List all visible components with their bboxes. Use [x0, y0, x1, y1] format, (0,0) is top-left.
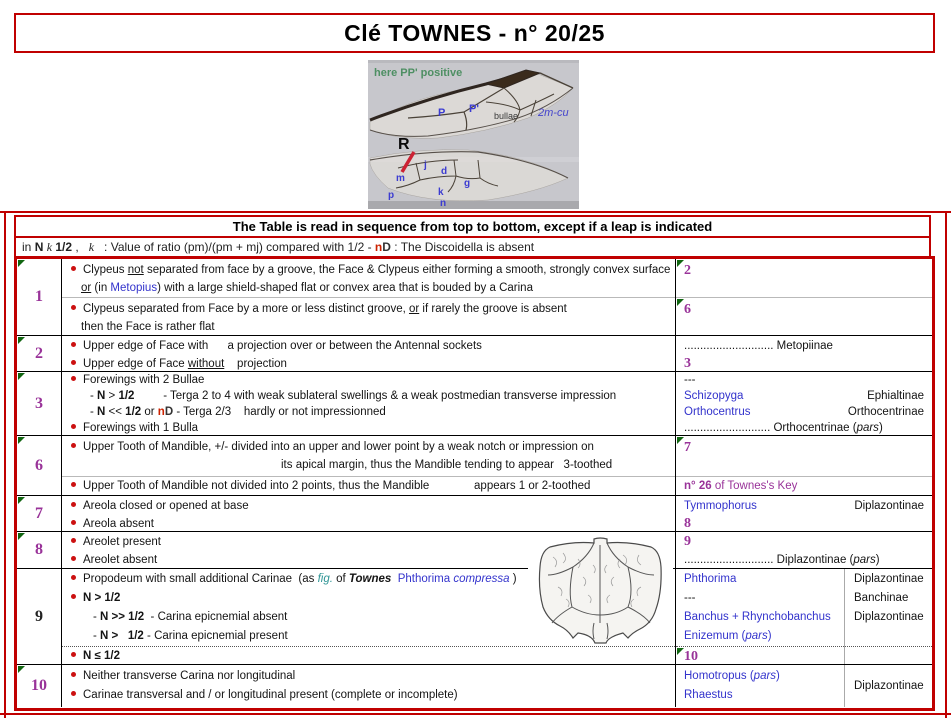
subfamily-result: ............................ Metopiinae [684, 340, 833, 352]
result-cell [676, 569, 932, 664]
legend-nD-D: D [382, 239, 391, 254]
result-line [676, 686, 844, 705]
result-a [676, 569, 844, 647]
goto-number [676, 355, 932, 373]
subfamily-result: Diplazontinae [854, 500, 924, 512]
cell-flag-icon [18, 373, 25, 380]
result-taxa-column [676, 569, 845, 664]
txt: ) [878, 422, 883, 434]
legend-frag: k [46, 239, 53, 254]
taxon-link[interactable]: Schizopyga [684, 390, 744, 402]
txt: Upper edge of Face with a projection over or between the Antennal sockets [83, 340, 482, 352]
result-cell [676, 336, 932, 371]
goto-value: 7 [684, 440, 691, 455]
taxon-link[interactable]: Phthorima [397, 573, 451, 585]
frame-line-left [4, 211, 6, 718]
option-line [62, 372, 675, 388]
bullet-icon [71, 575, 76, 580]
nD-D: D [164, 406, 174, 418]
txt: Areola closed or opened at base [83, 500, 249, 512]
option-line [62, 496, 675, 515]
couplet-number: 8 [35, 541, 43, 558]
result-line [676, 496, 932, 515]
couplet-number-cell [17, 496, 62, 531]
option-line [62, 279, 675, 297]
bullet-icon [71, 424, 76, 429]
option-line [62, 477, 675, 495]
txt: Forewings with 2 Bullae [83, 374, 205, 386]
option-a [62, 436, 675, 478]
legend-frag: : The Discoidella is absent [390, 239, 535, 254]
couplet-number-cell [17, 436, 62, 495]
legend-frag: : Value of ratio (pm)/(pm + mj) compared with 1/2 - [94, 239, 375, 254]
subfamily-result: Ephialtinae [867, 390, 924, 402]
txt: Forewings with 1 Bulla [83, 422, 199, 434]
result-b [676, 477, 932, 496]
key-row-9 [17, 569, 932, 665]
cell-flag-icon [18, 533, 25, 540]
txt: of [332, 573, 349, 585]
key-table [14, 256, 935, 711]
couplet-text-cell [62, 259, 676, 335]
couplet-number: 7 [35, 504, 43, 522]
label-m: m [396, 173, 405, 184]
bullet-icon [71, 672, 76, 677]
key-row-1 [17, 259, 932, 336]
txt: Upper Tooth of Mandible not divided into 2 points, thus the Mandible appears 1 or 2-toothed [83, 480, 591, 492]
bullet-icon [71, 360, 76, 365]
result-line [845, 589, 932, 608]
result-cell [676, 496, 932, 531]
couplet-number: 2 [35, 344, 43, 362]
couplet-text-cell [62, 496, 676, 531]
couplet-number-cell [17, 665, 62, 707]
result-b [676, 647, 844, 665]
wing-venation-figure [368, 60, 579, 209]
option-b [62, 477, 675, 496]
cell-flag-icon [18, 337, 25, 344]
goto-value: 6 [684, 302, 691, 317]
dotted-divider [676, 646, 932, 647]
bullet-icon [71, 266, 76, 271]
frame-line-top [0, 211, 951, 213]
option-b [62, 298, 675, 338]
couplet-text-cell [62, 372, 676, 435]
result-a [676, 436, 932, 476]
option-line [62, 300, 675, 318]
result-line [676, 665, 844, 686]
key-row-8 [17, 532, 932, 569]
wing-caption: here PP' positive [374, 67, 463, 79]
label-2m-cu: 2m-cu [538, 107, 569, 119]
couplet-number-cell [17, 569, 62, 664]
txt: N > 1/2 [83, 592, 121, 604]
option-line [62, 420, 675, 436]
result-line [676, 372, 932, 388]
txt: Clypeus [83, 264, 128, 276]
taxon-link[interactable]: Phthorima [684, 573, 737, 585]
cell-flag-icon [18, 260, 25, 267]
couplet-number: 9 [35, 607, 43, 625]
couplet-number-cell [17, 259, 62, 335]
txt: >> [108, 611, 129, 623]
propodeum-figure [528, 537, 673, 645]
goto-value: 8 [684, 516, 691, 531]
txt: or [408, 303, 420, 315]
frame-line-right [945, 211, 947, 718]
txt: - [90, 390, 98, 402]
txt: (in [91, 282, 111, 294]
goto-number [676, 259, 932, 281]
txt: Townes [348, 573, 392, 585]
option-line [62, 355, 675, 373]
goto-value: 3 [684, 356, 691, 371]
label-d: d [441, 166, 448, 177]
subfamily-result: Diplazontinae [854, 611, 924, 623]
photo-edge [368, 60, 579, 63]
fig-reference: fig. [317, 573, 333, 585]
txt: not [127, 264, 144, 276]
option-line [62, 686, 675, 705]
txt: - Carina epicnemial absent [144, 611, 288, 623]
txt: or [141, 406, 158, 418]
txt: - [93, 611, 101, 623]
title-box [14, 13, 935, 53]
couplet-number-cell [17, 336, 62, 371]
txt: ............................ Diplazontinae ( [684, 554, 854, 566]
goto-value: 10 [684, 649, 698, 664]
txt: 1/2 [127, 630, 144, 642]
couplet-text-cell [62, 665, 676, 707]
couplet-number-cell [17, 532, 62, 568]
option-line [62, 647, 675, 665]
txt: > [108, 630, 128, 642]
bullet-icon [71, 594, 76, 599]
option-line [62, 665, 675, 686]
txt: ........................... Orthocentrinae ( [684, 422, 857, 434]
txt: - [90, 406, 98, 418]
txt: Neither transverse Carina nor longitudinal [83, 670, 296, 682]
txt: projection [224, 358, 287, 370]
taxon-link[interactable]: pars [745, 630, 768, 642]
subfamily-lines [845, 569, 932, 647]
cell-flag-icon [18, 437, 25, 444]
option-a [62, 259, 675, 299]
legend-text [22, 240, 534, 255]
goto-value: 9 [684, 534, 691, 549]
frame-line-bottom [0, 713, 951, 715]
label-p-low: p [388, 190, 395, 201]
result-cell [676, 532, 932, 568]
txt: --- [684, 592, 696, 604]
nD-n: n [157, 406, 165, 418]
txt: N ≤ 1/2 [83, 650, 120, 662]
legend-frag: in [22, 239, 35, 254]
txt: N [100, 611, 109, 623]
txt: its apical margin, thus the Mandible tending to appear 3-toothed [281, 459, 613, 471]
key-row-10 [17, 665, 932, 707]
legend-header [14, 236, 931, 258]
key-row-3 [17, 372, 932, 436]
txt: ) [875, 554, 880, 566]
bullet-icon [71, 538, 76, 543]
label-P-prime: P' [469, 103, 479, 115]
result-line [676, 388, 932, 404]
txt: Areola absent [83, 518, 154, 530]
taxon-link[interactable]: ) [767, 630, 772, 642]
key-row-7 [17, 496, 932, 532]
result-line [676, 589, 844, 608]
goto-number [676, 436, 932, 458]
taxon-link[interactable]: Orthocentrus [684, 406, 751, 418]
txt: Upper Tooth of Mandible, +/- divided into an upper and lower point by a weak notch or impression on [83, 441, 594, 453]
taxon-link[interactable]: Metopius [110, 282, 158, 294]
txt: - [93, 630, 101, 642]
txt: pars [856, 422, 879, 434]
txt: without [187, 358, 225, 370]
txt: N [100, 630, 109, 642]
goto-number [676, 532, 932, 551]
txt: separated from face by a groove, the Face & Clypeus either forming a smooth, strongly convex surface [143, 264, 671, 276]
bullet-icon [71, 342, 76, 347]
goto-number [676, 298, 932, 320]
result-line [845, 608, 932, 627]
taxon-link[interactable]: compressa [453, 573, 510, 585]
txt: ) [509, 573, 517, 585]
result-cell [676, 665, 932, 707]
txt: N [97, 390, 106, 402]
taxon-link[interactable]: pars [753, 670, 777, 682]
txt: if rarely the groove is absent [419, 303, 567, 315]
couplet-number: 6 [35, 456, 43, 474]
option-line [62, 318, 675, 336]
legend-nD-n: n [374, 239, 383, 254]
txt: then the Face is rather flat [81, 321, 215, 333]
txt: or [81, 282, 92, 294]
option-line [62, 388, 675, 404]
result-subfamily-column [845, 569, 932, 664]
txt: Clypeus separated from Face by a more or less distinct groove, [83, 303, 409, 315]
label-bullae: bullae [494, 111, 519, 121]
result-line [845, 677, 926, 696]
page-title: Clé TOWNES - n° 20/25 [344, 19, 605, 46]
option-b [62, 647, 675, 665]
result-line [676, 336, 932, 355]
result-subfamily-column [845, 665, 932, 707]
couplet-text-cell [62, 436, 676, 495]
legend-frag: k [88, 239, 95, 254]
bullet-icon [71, 556, 76, 561]
txt: Areolet present [83, 536, 161, 548]
result-cell [676, 436, 932, 495]
txt: - Terga 2/3 hardly or not impressionned [173, 406, 386, 418]
txt: Propodeum with small additional Carinae (as [83, 573, 318, 585]
bullet-icon [71, 652, 76, 657]
taxon-link[interactable]: Tymmophorus [684, 500, 757, 512]
label-R: R [398, 136, 410, 153]
txt: 1/2 [125, 406, 142, 418]
rule-text: The Table is read in sequence from top to bottom, except if a leap is indicated [232, 219, 713, 234]
txt: pars [853, 554, 876, 566]
subfamily-result: Diplazontinae [854, 573, 924, 585]
txt: Upper edge of Face [83, 358, 188, 370]
couplet-number: 10 [31, 677, 47, 694]
bullet-icon [71, 305, 76, 310]
result-line [845, 570, 932, 589]
label-g: g [464, 178, 471, 189]
goto-number [676, 515, 932, 533]
txt: - Carina epicnemial present [143, 630, 288, 642]
table-rule-header [14, 215, 931, 238]
cell-flag-icon [18, 497, 25, 504]
bullet-icon [71, 482, 76, 487]
option-line [62, 261, 675, 279]
bullet-icon [71, 520, 76, 525]
txt: N [97, 406, 106, 418]
option-line [62, 336, 675, 355]
couplet-number: 3 [35, 394, 43, 412]
cell-flag-icon [18, 666, 25, 673]
result-line [676, 627, 844, 646]
txt: n° 26 [684, 480, 712, 492]
txt: --- [684, 374, 696, 386]
subfamily-result: Diplazontinae [854, 679, 924, 692]
bullet-icon [71, 502, 76, 507]
result-taxa-column [676, 665, 845, 707]
label-n: n [440, 198, 447, 209]
result-line [676, 420, 932, 436]
couplet-text-cell [62, 336, 676, 371]
txt: Carinae transversal and / or longitudinal present (complete or incomplete) [83, 689, 458, 701]
taxon-link[interactable]: Rhaestus [684, 689, 733, 701]
taxon-link[interactable]: Homotropus ( [684, 670, 754, 682]
option-line [62, 456, 675, 474]
option-line [62, 404, 675, 420]
result-line [676, 404, 932, 420]
key-row-2 [17, 336, 932, 372]
photo-bottom-strip [368, 201, 579, 209]
label-k: k [438, 187, 444, 198]
option-line [62, 515, 675, 533]
goto-number [676, 647, 844, 665]
label-j: j [424, 160, 427, 171]
result-line [676, 570, 844, 589]
result-cell [676, 259, 932, 335]
taxon-link[interactable]: Enizemum ( [684, 630, 746, 642]
legend-frag: N [34, 239, 47, 254]
result-b [676, 298, 932, 336]
result-a [676, 259, 932, 297]
external-key-reference [676, 477, 932, 496]
couplet-number-cell [17, 372, 62, 435]
bullet-icon [71, 443, 76, 448]
bullet-icon [71, 376, 76, 381]
legend-frag: , [72, 239, 89, 254]
bullet-icon [71, 691, 76, 696]
txt: of Townes's Key [711, 480, 798, 492]
option-line [62, 438, 675, 456]
txt: Areolet absent [83, 554, 158, 566]
txt: - Terga 2 to 4 with weak sublateral swellings & a weak postmedian transverse impression [134, 390, 617, 402]
taxon-link[interactable]: Banchus + Rhynchobanchus [684, 611, 831, 623]
txt: << [105, 406, 126, 418]
goto-value: 2 [684, 263, 691, 278]
txt: > [105, 390, 119, 402]
txt: 1/2 [128, 611, 145, 623]
txt: 1/2 [118, 390, 135, 402]
txt: ) with a large shield-shaped flat or convex area that is bouded by a Carina [157, 282, 533, 294]
legend-frag: 1/2 [52, 239, 73, 254]
result-cell [676, 372, 932, 435]
subfamily-result: Banchinae [854, 592, 909, 604]
couplet-number: 1 [35, 288, 43, 305]
subfamily-result: Orthocentrinae [847, 406, 924, 418]
label-P: P [438, 107, 446, 119]
taxon-link[interactable]: ) [776, 670, 780, 682]
result-line [676, 551, 932, 569]
key-row-6 [17, 436, 932, 496]
result-line [676, 608, 844, 627]
